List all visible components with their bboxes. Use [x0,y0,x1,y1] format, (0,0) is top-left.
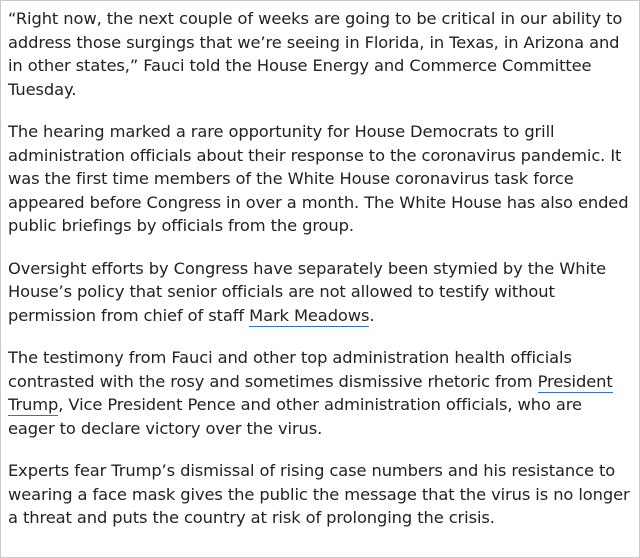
paragraph-hearing: The hearing marked a rare opportunity for House Democrats to grill administration officials about their response to the coronavirus pandemic. It was the first time members of the White House coronavirus task force appeared before Congress in over a month. The White House has also ended public briefings by officials from the group. [8,122,629,235]
paragraph-testimony-end: , Vice President Pence and other administration officials, who are eager to declare victory over the virus. [8,395,582,438]
article-body [1,1,639,530]
paragraph-experts: Experts fear Trump’s dismissal of rising case numbers and his resistance to wearing a face mask gives the public the message that the virus is no longer a threat and puts the country at risk of prolonging the crisis. [8,461,630,527]
link-president-trump[interactable]: President Trump [8,371,613,414]
paragraph-oversight-end: . [369,305,375,325]
paragraph-testimony-text: The testimony from Fauci and other top administration health officials contrasted with the rosy and sometimes dismissive rhetoric from [8,348,572,391]
link-mark-meadows[interactable]: Mark Meadows [249,305,370,325]
paragraph-fauci-quote: “Right now, the next couple of weeks are going to be critical in our ability to address those surgings that we’re seeing in Florida, in Texas, in Arizona and in other states,” Fauci told the House Energy and Commerce Committee Tuesday. [8,9,623,99]
paragraph-testimony [8,346,633,440]
paragraph-oversight [8,257,633,328]
paragraph-oversight-text: Oversight efforts by Congress have separately been stymied by the White House’s policy that senior officials are not allowed to testify without permission from chief of staff [8,258,607,325]
